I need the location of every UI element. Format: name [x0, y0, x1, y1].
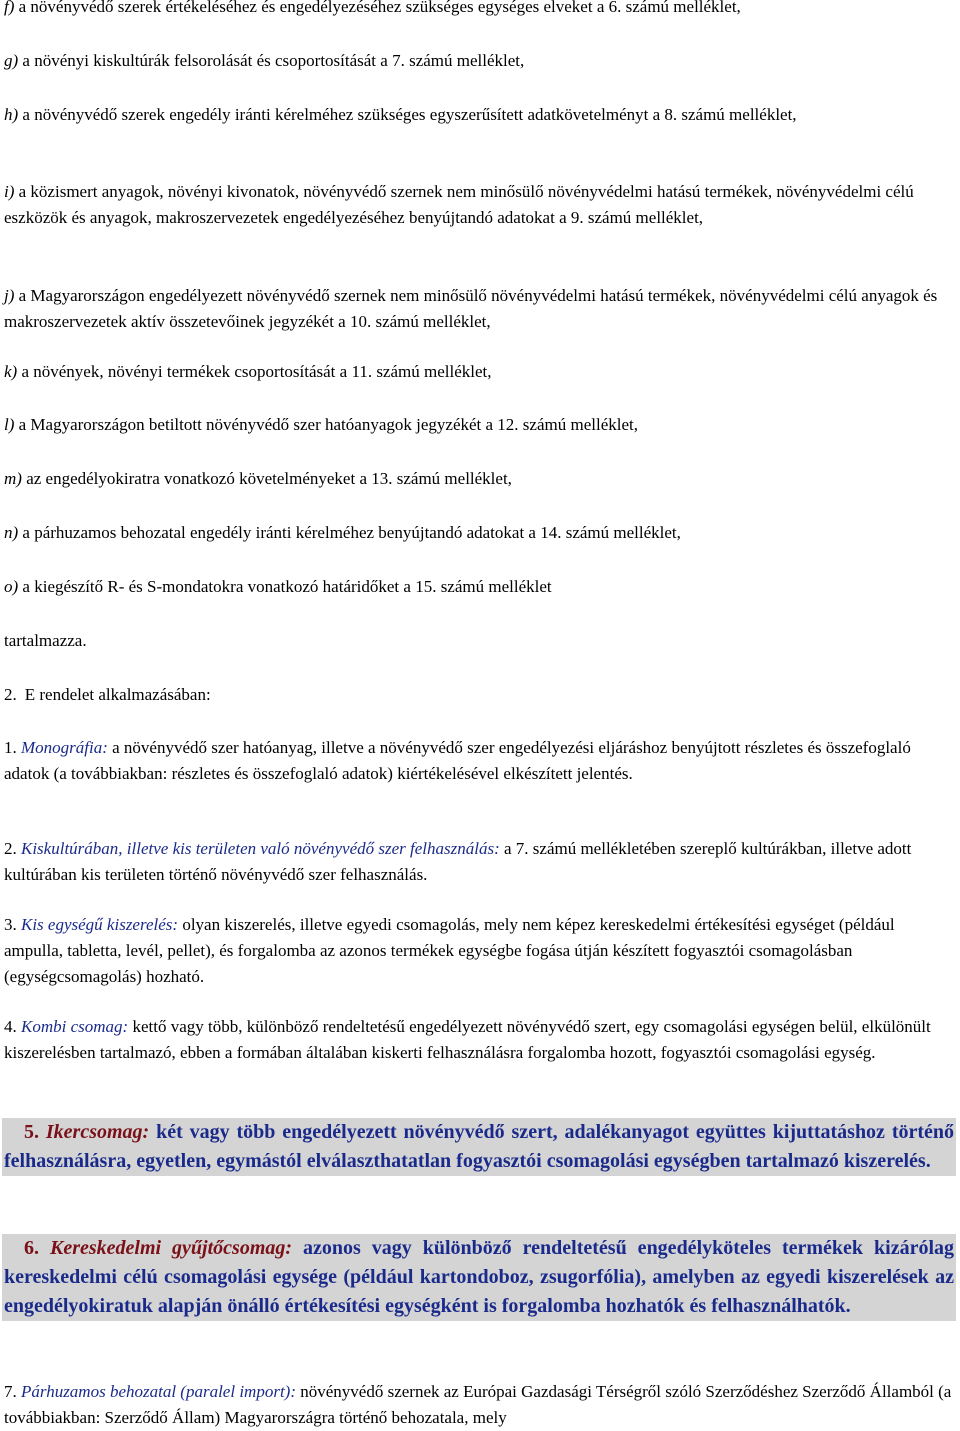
- list-item: [4, 412, 956, 438]
- definition-number: 1.: [4, 738, 21, 757]
- closing-word: tartalmazza.: [4, 631, 87, 650]
- highlighted-definition: [2, 1234, 956, 1321]
- item-text: a növények, növényi termékek csoportosítását a 11. számú melléklet,: [17, 362, 492, 381]
- highlighted-definition: [2, 1118, 956, 1176]
- item-letter: f): [4, 0, 15, 16]
- item-letter: g): [4, 51, 19, 70]
- definition-number: 4.: [4, 1017, 21, 1036]
- definition: [4, 1379, 956, 1431]
- definition-text: a növényvédő szer hatóanyag, illetve a növényvédő szer engedélyezési eljáráshoz benyújtott részletes és összefoglaló adatok (a továbbiakban: részletes és összefoglaló adatok) kiértékelésével elkészített jelentés.: [4, 738, 911, 783]
- definition-number: 2.: [4, 839, 21, 858]
- item-letter: n): [4, 523, 19, 542]
- section-title: E rendelet alkalmazásában:: [24, 685, 211, 704]
- item-text: a növényvédő szerek értékeléséhez és engedélyezéséhez szükséges egységes elveket a 6. számú melléklet,: [14, 0, 741, 16]
- definition-number: 5.: [24, 1121, 46, 1143]
- section-heading: [4, 682, 211, 708]
- definition-text: két vagy több engedélyezett növényvédő szert, adalékanyagot együttes kijuttatáshoz történő felhasználásra, egyetlen, egymástól elválaszthatatlan fogyasztói csomagolási egységben tartalmazó kiszerelés.: [4, 1121, 955, 1172]
- definition: [4, 912, 956, 990]
- item-text: a Magyarországon engedélyezett növényvédő szernek nem minősülő növényvédelmi hatású termékek, növényvédelmi célú anyagok és makroszervezetek aktív összetevőinek jegyzékét a 10. számú melléklet,: [4, 286, 938, 331]
- item-letter: o): [4, 577, 19, 596]
- definition-term: Ikercsomag:: [45, 1121, 150, 1143]
- definition-text: kettő vagy több, különböző rendeltetésű engedélyezett növényvédő szert, egy csomagolási egységen belül, elkülönült kiszerelésben tartalmazó, ebben a formában általában kiskerti felhasználásra forgalomba hozott, fogyasztói csomagolási egység.: [4, 1017, 931, 1062]
- definition-term: Monográfia:: [21, 738, 108, 757]
- section-number: 2.: [4, 685, 17, 704]
- item-text: a növényvédő szerek engedély iránti kérelméhez szükséges egyszerűsített adatkövetelményt a 8. számú melléklet,: [18, 105, 797, 124]
- item-letter: h): [4, 105, 19, 124]
- item-text: a kiegészítő R- és S-mondatokra vonatkozó határidőket a 15. számú melléklet: [18, 577, 552, 596]
- definition-number: 3.: [4, 915, 21, 934]
- definition: [4, 836, 956, 888]
- definition-term: Kombi csomag:: [21, 1017, 129, 1036]
- definition: [4, 1014, 956, 1066]
- list-item: [4, 179, 956, 231]
- item-letter: i): [4, 182, 15, 201]
- list-item: [4, 48, 956, 74]
- item-letter: k): [4, 362, 18, 381]
- definition-text: olyan kiszerelés, illetve egyedi csomagolás, mely nem képez kereskedelmi értékesítési egységet (például ampulla, tabletta, levél, pellet), és forgalomba az azonos termékek egységbe fogása útján készített fogyasztói csomagolásban (egységcsomagolás) hozható.: [4, 915, 895, 986]
- item-letter: m): [4, 469, 22, 488]
- item-text: az engedélyokiratra vonatkozó követelményeket a 13. számú melléklet,: [21, 469, 512, 488]
- definition-text: növényvédő szernek az Európai Gazdasági Térségről szóló Szerződéshez Szerződő Államból (a továbbiakban: Szerződő Állam) Magyarországra történő behozatala, mely: [4, 1382, 952, 1427]
- list-item: [4, 283, 956, 335]
- list-item: [4, 520, 956, 546]
- definition-text: azonos vagy különböző rendeltetésű engedélyköteles termékek kizárólag kereskedelmi célú csomagolási egysége (például kartondoboz, zsugorfólia), amelyben az egyedi kiszerelések az engedélyokiratuk alapján önálló értékesítési egységként is forgalomba hozhatók és felhasználhatók.: [4, 1237, 955, 1317]
- definition-term: Párhuzamos behozatal (paralel import):: [21, 1382, 296, 1401]
- definition-text: a 7. számú mellékletében szereplő kultúrákban, illetve adott kultúrában kis területen történő növényvédő szer felhasználás.: [4, 839, 912, 884]
- definition-term: Kiskultúrában, illetve kis területen való növényvédő szer felhasználás:: [21, 839, 500, 858]
- item-text: a növényi kiskultúrák felsorolását és csoportosítását a 7. számú melléklet,: [18, 51, 525, 70]
- definition-term: Kis egységű kiszerelés:: [21, 915, 179, 934]
- item-text: a Magyarországon betiltott növényvédő szer hatóanyagok jegyzékét a 12. számú melléklet,: [14, 415, 638, 434]
- list-item: [4, 359, 956, 385]
- definition-number: 6.: [24, 1237, 50, 1259]
- list-item: [4, 574, 956, 600]
- item-text: a közismert anyagok, növényi kivonatok, növényvédő szernek nem minősülő növényvédelmi hatású termékek, növényvédelmi célú eszközök és anyagok, makroszervezetek engedélyezéséhez benyújtandó adatokat a 9. számú melléklet,: [4, 182, 914, 227]
- list-item: [4, 102, 884, 128]
- item-text: a párhuzamos behozatal engedély iránti kérelméhez benyújtandó adatokat a 14. számú melléklet,: [18, 523, 681, 542]
- list-item: [4, 0, 956, 20]
- item-letter: l): [4, 415, 15, 434]
- definition-number: 7.: [4, 1382, 21, 1401]
- list-item: [4, 466, 956, 492]
- definition: [4, 735, 956, 787]
- definition-term: Kereskedelmi gyűjtőcsomag:: [49, 1237, 293, 1259]
- item-letter: j): [4, 286, 15, 305]
